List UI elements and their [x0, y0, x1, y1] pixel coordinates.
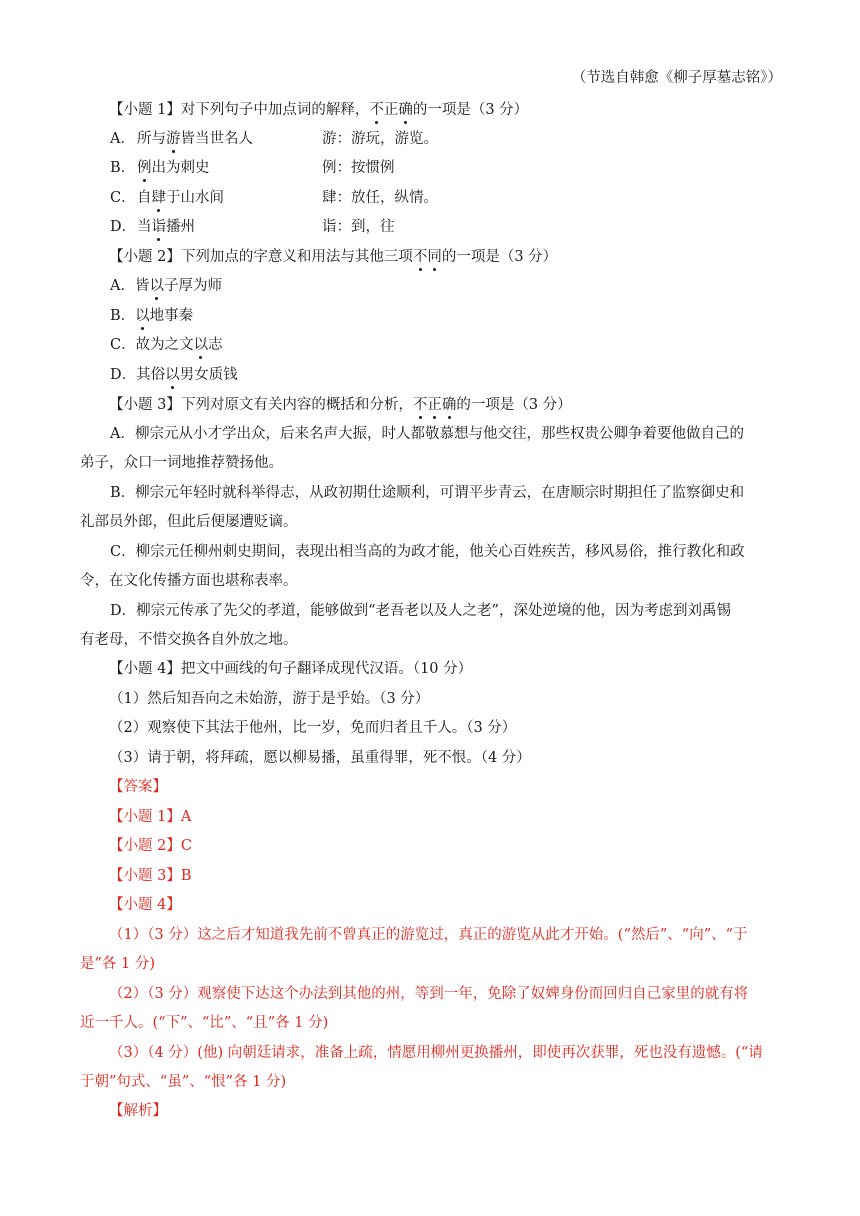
q3-option-d-line1: D．柳宗元传承了先父的孝道，能够做到“老吾老以及人之老”，深处逆境的他，因为考虑到刘禹锡 [110, 603, 731, 619]
q1-option-d: D． [110, 219, 137, 235]
answer-1: 【小题 1】A [109, 809, 192, 825]
q3-option-b-line2: 礼部员外郎，但此后便屡遭贬谪。 [80, 514, 298, 530]
q2-option-c: C．故为之文以志 [110, 337, 223, 353]
q1-option-b-text: 例出为刺史 [137, 160, 210, 176]
q1-option-a-text: 所与游皆当世名人 [137, 131, 253, 147]
translation-3-line2: 于朝”句式、“虽”、“恨”各 1 分) [80, 1074, 287, 1090]
q4-sentence-1: （1）然后知吾向之未始游，游于是乎始。（3 分） [109, 691, 430, 707]
analysis-heading: 【解析】 [109, 1103, 167, 1119]
source-citation: （节选自韩愈《柳子厚墓志铭》） [571, 70, 782, 86]
q2-option-d: D．其俗以男女质钱 [110, 367, 238, 383]
q1-option-a-gloss: 游：游玩，游览。 [322, 131, 438, 147]
q3-option-c-line2: 令，在文化传播方面也堪称表率。 [80, 573, 298, 589]
answer-3: 【小题 3】B [109, 868, 192, 884]
q1-option-d-gloss: 诣：到，往 [322, 219, 395, 235]
answer-heading: 【答案】 [109, 779, 167, 795]
answer-2: 【小题 2】C [109, 838, 192, 854]
q4-sentence-2: （2）观察使下其法于他州，比一岁，免而归者且千人。（3 分） [109, 720, 517, 736]
translation-3-line1: （3）（4 分）(他) 向朝廷请求，准备上疏，情愿用柳州更换播州，即使再次获罪，死也没有遗憾。(“请 [109, 1045, 763, 1061]
q1-option-c-text: 自肆于山水间 [137, 190, 224, 206]
q3-option-b-line1: B．柳宗元年轻时就科举得志，从政初期仕途顺利，可谓平步青云，在唐顺宗时期担任了监察御史和 [110, 485, 745, 501]
q3-option-d-line2: 有老母，不惜交换各自外放之地。 [80, 632, 298, 648]
q2-option-a: A．皆以子厚为师 [110, 278, 222, 294]
q1-option-d-text: 当诣播州 [137, 219, 195, 235]
translation-1-line2: 是”各 1 分) [80, 956, 156, 972]
q1-prompt: 【小题 1】对下列句子中加点词的解释，不正确的一项是（3 分） [109, 102, 529, 118]
q3-option-c-line1: C．柳宗元任柳州刺史期间，表现出相当高的为政才能，他关心百姓疾苦，移风易俗，推行教化和政 [110, 544, 745, 560]
q1-option-c: C． [110, 190, 136, 206]
q1-option-a: A． [110, 131, 135, 147]
q2-prompt: 【小题 2】下列加点的字意义和用法与其他三项不同的一项是（3 分） [109, 249, 558, 265]
translation-2-line1: （2）（3 分）观察使下达这个办法到其他的州，等到一年，免除了奴婢身份而回归自己家里的就有将 [109, 986, 749, 1002]
q4-sentence-3: （3）请于朝，将拜疏，愿以柳易播，虽重得罪，死不恨。（4 分） [109, 750, 531, 766]
answer-4: 【小题 4】 [109, 897, 181, 913]
q4-prompt: 【小题 4】把文中画线的句子翻译成现代汉语。（10 分） [109, 661, 473, 677]
q1-option-b-gloss: 例：按惯例 [322, 160, 395, 176]
q2-option-b: B．以地事秦 [110, 308, 194, 324]
q1-option-b: B． [110, 160, 136, 176]
translation-2-line2: 近一千人。(“下”、“比”、“且”各 1 分) [80, 1015, 329, 1031]
q1-option-c-gloss: 肆：放任，纵情。 [322, 190, 438, 206]
q3-prompt: 【小题 3】下列对原文有关内容的概括和分析，不正确的一项是（3 分） [109, 397, 572, 413]
q3-option-a-line1: A．柳宗元从小才学出众，后来名声大振，时人都敬慕想与他交往，那些权贵公卿争着要他做自己的 [110, 426, 744, 442]
translation-1-line1: （1）（3 分）这之后才知道我先前不曾真正的游览过，真正的游览从此才开始。(“然后”、“向”、“于 [109, 927, 748, 943]
q3-option-a-line2: 弟子，众口一词地推荐赞扬他。 [80, 455, 283, 471]
